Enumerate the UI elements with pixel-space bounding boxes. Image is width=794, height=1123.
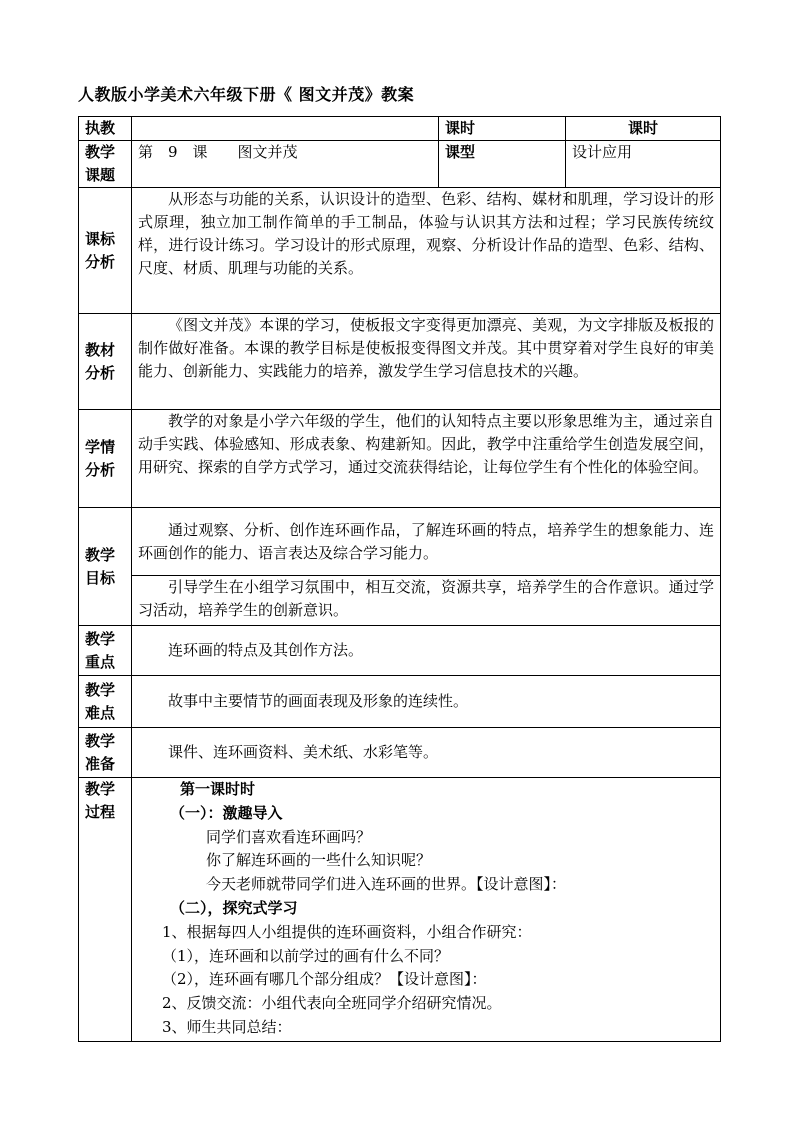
period-value: 课时 bbox=[566, 117, 721, 141]
topic-label: 教学课题 bbox=[79, 141, 132, 188]
process-line-7: 1、根据每四人小组提供的连环画资料，小组合作研究： bbox=[162, 922, 532, 941]
process-line-2: （一）：激趣导入 bbox=[170, 803, 283, 822]
prep-row bbox=[79, 728, 721, 778]
difficulties-label: 教学难点 bbox=[79, 676, 132, 728]
document-title: 人教版小学美术六年级下册《 图文并茂》教案 bbox=[78, 85, 415, 104]
teacher-value bbox=[132, 117, 439, 141]
lesson-type-label: 课型 bbox=[439, 141, 566, 188]
process-line-11: 3、师生共同总结： bbox=[162, 1017, 292, 1036]
process-line-10: 2、反馈交流：小组代表向全班同学介绍研究情况。 bbox=[162, 994, 502, 1013]
key-points-label: 教学重点 bbox=[79, 626, 132, 676]
process-line-4: 你了解连环画的一些什么知识呢？ bbox=[206, 851, 432, 870]
learner-label: 学情分析 bbox=[79, 410, 132, 508]
standard-row bbox=[79, 188, 721, 314]
goal-2-text: 引导学生在小组学习氛围中，相互交流，资源共享，培养学生的合作意识。通过学习活动，培养学生的创新意识。 bbox=[132, 576, 721, 626]
learner-row bbox=[79, 410, 721, 508]
period-label: 课时 bbox=[439, 117, 566, 141]
process-line-5: 今天老师就带同学们进入连环画的世界。【设计意图】： bbox=[206, 875, 567, 894]
process-line-9: （2），连环画有哪几个部分组成？【设计意图】： bbox=[162, 970, 487, 989]
goal-1-text: 通过观察、分析、创作连环画作品，了解连环画的特点，培养学生的想象能力、连环画创作的能力、语言表达及综合学习能力。 bbox=[132, 508, 721, 576]
process-line-8: （1），连环画和以前学过的画有什么不同？ bbox=[162, 946, 450, 965]
prep-text: 课件、连环画资料、美术纸、水彩笔等。 bbox=[132, 728, 721, 778]
difficulties-row bbox=[79, 676, 721, 728]
learner-text: 教学的对象是小学六年级的学生，他们的认知特点主要以形象思维为主，通过亲自动手实践、体验感知、形成表象、构建新知。因此，教学中注重给学生创造发展空间，用研究、探索的自学方式学习，通过交流获得结论，让每位学生有个性化的体验空间。 bbox=[132, 410, 721, 508]
material-label: 教材分析 bbox=[79, 314, 132, 410]
goals-label: 教学目标 bbox=[79, 508, 132, 626]
lesson-plan-table bbox=[78, 116, 721, 1042]
process-row bbox=[79, 778, 721, 1042]
key-points-row bbox=[79, 626, 721, 676]
process-line-3: 同学们喜欢看连环画吗？ bbox=[206, 827, 372, 846]
topic-row bbox=[79, 141, 721, 188]
standard-text: 从形态与功能的关系，认识设计的造型、色彩、结构、媒材和肌理，学习设计的形式原理，独立加工制作简单的手工制品，体验与认识其方法和过程；学习民族传统纹样，进行设计练习。学习设计的形式原理，观察、分析设计作品的造型、色彩、结构、尺度、材质、肌理与功能的关系。 bbox=[132, 188, 721, 314]
goals-row-1 bbox=[79, 508, 721, 576]
prep-label: 教学准备 bbox=[79, 728, 132, 778]
key-points-text: 连环画的特点及其创作方法。 bbox=[132, 626, 721, 676]
material-row bbox=[79, 314, 721, 410]
material-text: 《图文并茂》本课的学习，使板报文字变得更加漂亮、美观，为文字排版及板报的制作做好准备。本课的教学目标是使板报变得图文并茂。其中贯穿着对学生良好的审美能力、创新能力、实践能力的培养，激发学生学习信息技术的兴趣。 bbox=[132, 314, 721, 410]
difficulties-text: 故事中主要情节的画面表现及形象的连续性。 bbox=[132, 676, 721, 728]
process-line-6: （二），探究式学习 bbox=[170, 898, 298, 917]
header-row bbox=[79, 117, 721, 141]
goals-row-2 bbox=[79, 576, 721, 626]
process-line-1: 第一课时时 bbox=[180, 780, 256, 798]
process-label: 教学过程 bbox=[79, 778, 132, 1042]
teacher-label: 执教 bbox=[79, 117, 132, 141]
standard-label: 课标分析 bbox=[79, 188, 132, 314]
topic-value: 第 9 课 图文并茂 bbox=[132, 141, 439, 188]
lesson-type-value: 设计应用 bbox=[566, 141, 721, 188]
process-content bbox=[132, 778, 721, 1042]
